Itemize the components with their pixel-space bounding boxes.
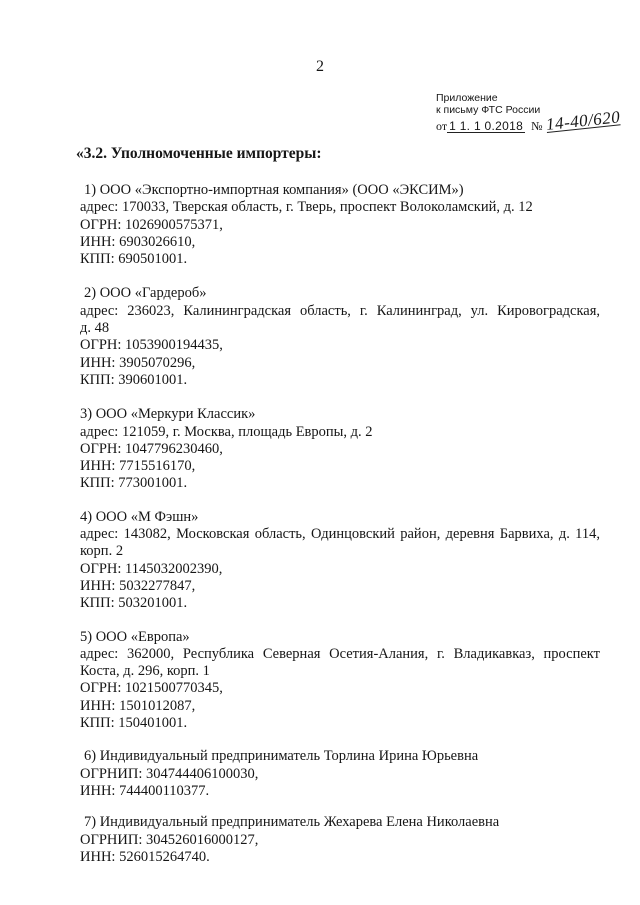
- importer-address-continued: д. 48: [80, 320, 110, 337]
- importer-name: 4) ООО «М Фэшн»: [80, 508, 199, 525]
- importer-entry-6: [80, 748, 600, 800]
- page-number: 2: [316, 58, 324, 75]
- importer-address: адрес: 143082, Московская область, Одинцовский район, деревня Барвиха, д. 114,: [80, 526, 600, 543]
- importer-entry-2: [80, 285, 600, 389]
- importer-kpp: КПП: 773001001.: [80, 475, 188, 492]
- section-title: «3.2. Уполномоченные импортеры:: [76, 145, 322, 162]
- importer-address: адрес: 236023, Калининградская область, г. Калининград, ул. Кировоградская,: [80, 302, 600, 319]
- appendix-title: Приложение: [436, 92, 498, 104]
- importer-address: адрес: 121059, г. Москва, площадь Европы, д. 2: [80, 423, 373, 440]
- letter-number-handwritten: 14-40/620: [544, 107, 621, 134]
- entrepreneur-ogrnip: ОГРНИП: 304526016000127,: [80, 831, 259, 848]
- date-prefix: от: [436, 119, 448, 133]
- entrepreneur-name: 6) Индивидуальный предприниматель Торлина Ирина Юрьевна: [84, 748, 479, 765]
- importer-ogrn: ОГРН: 1026900575371,: [80, 216, 223, 233]
- importer-ogrn: ОГРН: 1053900194435,: [80, 337, 223, 354]
- importer-kpp: КПП: 150401001.: [80, 715, 188, 732]
- importer-inn: ИНН: 3905070296,: [80, 354, 196, 371]
- number-sign: №: [531, 119, 543, 133]
- appendix-letter-reference: к письму ФТС России: [436, 104, 541, 116]
- importer-address-continued: корп. 2: [80, 543, 124, 560]
- appendix-stamp: [436, 92, 621, 133]
- entrepreneur-inn: ИНН: 526015264740.: [80, 848, 210, 865]
- importer-name: 2) ООО «Гардероб»: [84, 285, 207, 302]
- importer-name: 1) ООО «Экспортно-импортная компания» (ООО «ЭКСИМ»): [84, 182, 464, 198]
- entrepreneur-ogrnip: ОГРНИП: 304744406100030,: [80, 765, 259, 782]
- importer-entry-4: [80, 509, 600, 613]
- importer-inn: ИНН: 6903026610,: [80, 233, 196, 250]
- importer-ogrn: ОГРН: 1047796230460,: [80, 440, 223, 457]
- importer-inn: ИНН: 7715516170,: [80, 458, 196, 475]
- importer-entry-1: [80, 182, 600, 268]
- importer-entry-5: [80, 629, 600, 733]
- importers-list: [80, 182, 600, 866]
- importer-entry-7: [80, 814, 600, 866]
- entrepreneur-name: 7) Индивидуальный предприниматель Жехарева Елена Николаевна: [84, 814, 500, 831]
- letter-date: 1 1. 1 0.2018: [449, 119, 524, 133]
- importer-kpp: КПП: 390601001.: [80, 371, 188, 388]
- importer-inn: ИНН: 1501012087,: [80, 697, 196, 714]
- importer-kpp: КПП: 503201001.: [80, 595, 188, 612]
- importer-name: 3) ООО «Меркури Классик»: [80, 406, 256, 423]
- importer-inn: ИНН: 5032277847,: [80, 577, 196, 594]
- importer-ogrn: ОГРН: 1145032002390,: [80, 560, 223, 577]
- importer-name: 5) ООО «Европа»: [80, 628, 190, 645]
- importer-address: адрес: 170033, Тверская область, г. Тверь, проспект Волоколамский, д. 12: [80, 199, 533, 216]
- entrepreneur-inn: ИНН: 744400110377.: [80, 782, 210, 799]
- importer-address: адрес: 362000, Республика Северная Осетия-Алания, г. Владикавказ, проспект: [80, 645, 600, 662]
- importer-kpp: КПП: 690501001.: [80, 251, 188, 268]
- importer-entry-3: [80, 406, 600, 492]
- importer-ogrn: ОГРН: 1021500770345,: [80, 680, 223, 697]
- importer-address-continued: Коста, д. 296, корп. 1: [80, 663, 210, 680]
